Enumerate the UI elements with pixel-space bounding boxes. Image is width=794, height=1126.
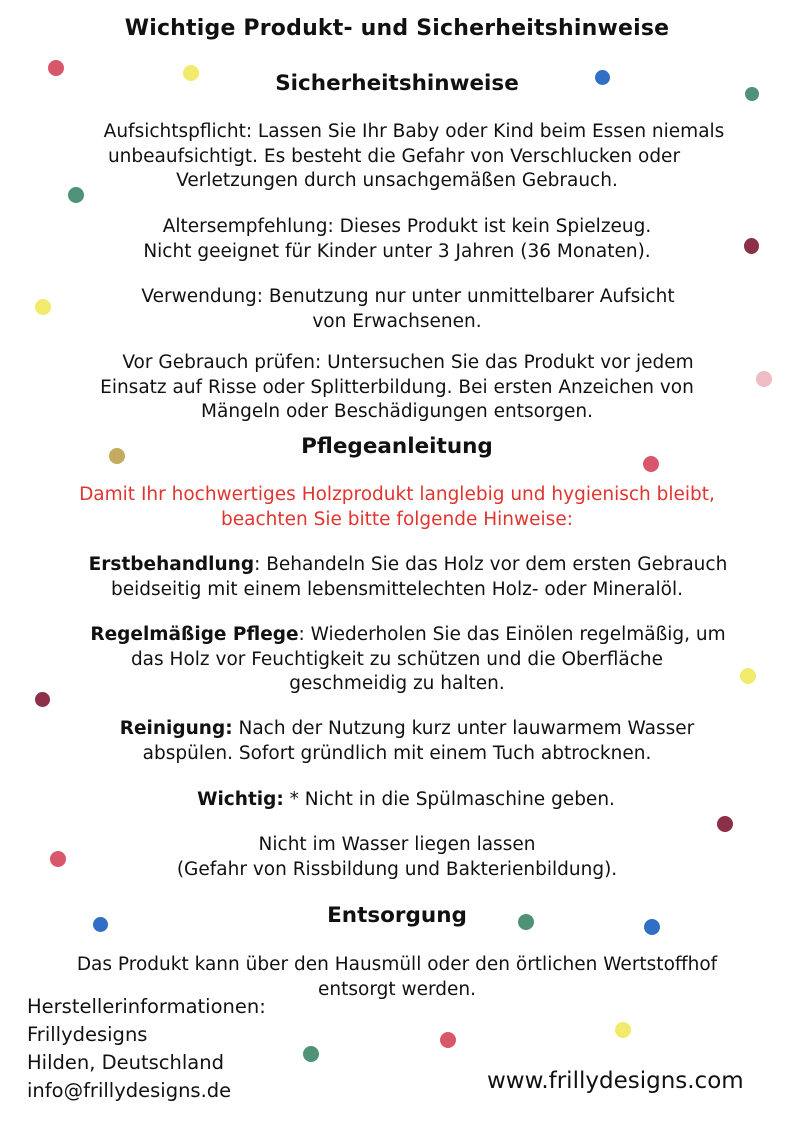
important-label: Wichtig: [197,789,284,810]
document-title: Wichtige Produkt- und Sicherheitshinweise [124,16,670,41]
text-line: beidseitig mit einem lebensmittelechten Holz- oder Mineralöl. [111,578,683,600]
safety-item-age [0,215,794,264]
confetti-dot [615,1022,631,1038]
confetti-dot [50,851,66,867]
website-link[interactable]: www.frillydesigns.com [487,1068,744,1094]
care-regular [0,623,794,697]
text-line: das Holz vor Feuchtigkeit zu schützen und die Oberfläche [130,648,664,670]
disposal-heading: Entsorgung [327,903,467,928]
text-line: Nicht im Wasser liegen lassen [258,834,536,855]
text-line: * Nicht in die Spülmaschine geben. [283,789,615,810]
text-line: Nicht geeignet für Kinder unter 3 Jahren (36 Monaten). [143,240,651,262]
text-line: Damit Ihr hochwertiges Holzprodukt langlebig und hygienisch bleibt, [79,484,715,505]
care-heading: Pflegeanleitung [301,434,493,459]
text-line: Verletzungen durch unsachgemäßen Gebrauch. [176,170,618,191]
text-line: Verwendung: Benutzung nur unter unmittelbarer Aufsicht [141,286,675,307]
confetti-dot [744,238,759,254]
confetti-dot [518,914,534,930]
manufacturer-label: Herstellerinformationen: [27,995,266,1018]
text-line: : Wiederholen Sie das Einölen regelmäßig, um [298,624,726,645]
confetti-dot [35,692,50,707]
safety-item-usage [0,285,794,334]
safety-item-supervision [0,120,794,194]
text-line: beachten Sie bitte folgende Hinweise: [221,508,573,530]
confetti-dot [68,187,84,203]
confetti-dot [109,448,125,464]
text-line: Nach der Nutzung kurz unter lauwarmem Wasser [232,718,695,739]
regular-care-label: Regelmäßige Pflege [90,624,299,645]
confetti-dot [303,1046,319,1062]
confetti-dot [93,917,108,932]
first-treatment-label: Erstbehandlung [88,554,255,575]
confetti-dot [440,1032,456,1048]
confetti-dot [643,456,659,472]
confetti-dot [183,65,199,81]
care-intro [0,483,794,532]
text-line: entsorgt werden. [318,978,476,1000]
manufacturer-location: Hilden, Deutschland [27,1051,224,1074]
safety-heading: Sicherheitshinweise [275,71,519,96]
safety-item-check [0,351,794,425]
confetti-dot [595,70,610,85]
confetti-dot [756,371,772,387]
text-line: Vor Gebrauch prüfen: Untersuchen Sie das Produkt vor jedem [122,352,694,373]
text-line: Aufsichtspflicht: Lassen Sie Ihr Baby oder Kind beim Essen niemals [103,121,725,142]
text-line: Mängeln oder Beschädigungen entsorgen. [201,401,593,422]
text-line: unbeaufsichtigt. Es besteht die Gefahr von Verschlucken oder [107,145,681,167]
text-line: von Erwachsenen. [312,310,482,332]
text-line: abspülen. Sofort gründlich mit einem Tuch abtrocknen. [142,742,652,764]
care-note [0,833,794,882]
care-first-treatment [0,553,794,602]
text-line: geschmeidig zu halten. [289,673,505,694]
text-line: Das Produkt kann über den Hausmüll oder den örtlichen Wertstoffhof [76,954,718,975]
text-line: Einsatz auf Risse oder Splitterbildung. Bei ersten Anzeichen von [100,376,694,398]
confetti-dot [644,919,660,935]
confetti-dot [745,87,759,101]
manufacturer-info [27,993,266,1105]
confetti-dot [35,299,51,315]
confetti-dot [717,816,733,832]
confetti-dot [48,60,64,76]
text-line: Altersempfehlung: Dieses Produkt ist kein Spielzeug. [162,216,652,237]
text-line: : Behandeln Sie das Holz vor dem ersten Gebrauch [254,554,728,575]
manufacturer-name: Frillydesigns [27,1023,148,1046]
manufacturer-email[interactable]: info@frillydesigns.de [27,1079,232,1102]
care-cleaning [0,717,794,766]
cleaning-label: Reinigung: [119,718,233,739]
text-line: (Gefahr von Rissbildung und Bakterienbildung). [176,858,618,880]
confetti-dot [740,668,756,684]
care-important [0,788,794,813]
